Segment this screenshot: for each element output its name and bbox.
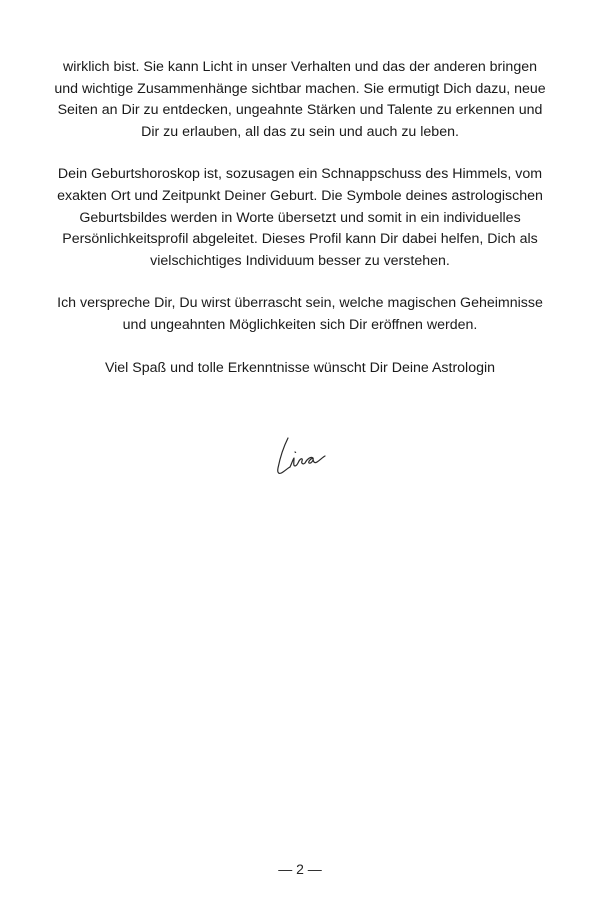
paragraph-birth-chart: Dein Geburtshoroskop ist, sozusagen ein Schnappschuss des Himmels, vom exakten Ort und Zeitpunkt Deiner Geburt. Die Symbole deines astrologischen Geburtsbildes werden in Worte übersetzt und somit in ein individuelles Persönlichkeitsprofil abgeleitet. Dieses Profil kann Dir dabei helfen, Dich als vielschichtiges Individuum besser zu verstehen. — [57, 166, 543, 269]
paragraph-intro-continued: wirklich bist. Sie kann Licht in unser Verhalten und das der anderen bringen und wichtige Zusammenhänge sichtbar machen. Sie ermutigt Dich dazu, neue Seiten an Dir zu entdecken, ungeahnte Stärken und Talente zu erkennen und Dir zu erlauben, all das zu sein und auch zu leben. — [54, 59, 546, 140]
document-body — [50, 57, 550, 400]
paragraph-promise: Ich verspreche Dir, Du wirst überrascht sein, welche magischen Geheimnisse und ungeahnten Möglichkeiten sich Dir eröffnen werden. — [57, 295, 543, 333]
paragraph-closing: Viel Spaß und tolle Erkenntnisse wünscht Dir Deine Astrologin — [104, 359, 496, 376]
page-number: — 2 — — [278, 861, 322, 877]
handwritten-signature — [270, 432, 336, 480]
